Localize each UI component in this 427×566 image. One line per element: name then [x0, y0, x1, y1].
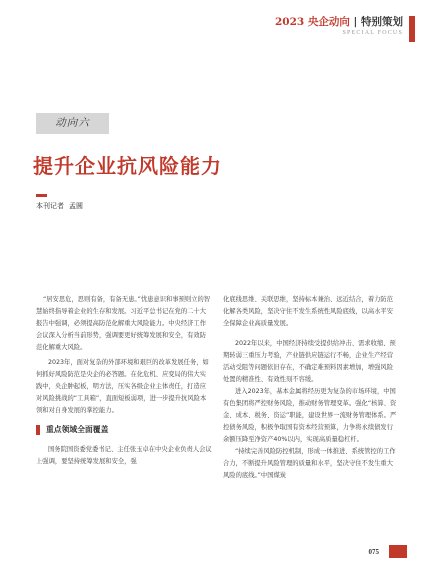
paragraph: 2022年以来，中国经济持续受提供给冲击、需求收缩、预期转弱三重压力考验，产业链供应链运行不畅，企业生产经营活动受阻等问题依旧存在，不确定难预料因素增加，增强风险处置的精准性、有效性刻不容缓。: [223, 340, 396, 383]
header-text: [275, 16, 403, 36]
headline-accent-line: [36, 194, 47, 197]
subhead-marker: [36, 425, 40, 435]
page-header: [275, 16, 415, 42]
header-year: 2023: [274, 16, 305, 28]
paragraph: 2023年，面对复杂的外部环境和艰巨的改革发展任务，如何抓好风险防范是央企的必答题。在化危机、应变局的伟大实践中，央企肿起板，明方法，压实各级企业主体责任，打造应对风险挑战的“工具箱”，直面短板弱项，进一步提升抗风险本领和对自身发展的掌控能力。: [36, 359, 209, 414]
header-accent-bar: [409, 16, 415, 42]
article-column-right: [223, 294, 399, 482]
paragraph: “居安思危，思则有备，有备无患。”忧患意识和事预则立的智慧始终指导着企业的生存和发展。习近平总书记在党的二十大报告中强调，必须提高防范化解重大风险能力。中央经济工作会议深入分析当前形势，强调要更好统筹发展和安全，有效防范化解重大风险。: [36, 296, 211, 351]
header-separator: |: [353, 16, 358, 28]
page-number: 075: [368, 548, 379, 556]
page-number-bar: [389, 545, 407, 558]
section-subhead: [36, 424, 212, 436]
header-subtitle: SPECIAL FOCUS: [342, 30, 403, 36]
paragraph: “持续完善风险防控机制，形成一体推进、系统管控的工作合力，不断提升风险管理的质量和水平，坚决守住不发生重大风险的底线。”中国煤炭: [223, 448, 396, 479]
byline-role: 本刊记者: [36, 202, 64, 210]
header-title: [275, 16, 403, 29]
article-column-left: [36, 294, 212, 468]
byline-name: 孟圆: [69, 202, 83, 210]
section-tag: 动向六: [36, 113, 109, 134]
paragraph: 化底线思维、关联思维，坚持标本兼治、远近结合，着力防范化解各类风险，坚决守住不发生系统性风险底线，以高水平安全保障企业高质量发展。: [223, 296, 394, 327]
paragraph: 进入2023年，基本金属将经历更为复杂的市场环境，中国有色集团将严控财务风险，推动财务管理变革。强化“核算、资金、成本、税务、资运”职能，建设世界一流财务管理体系。严控债务风险，积极争取国有资本经营预算，力争将永续债发行余额压降至净资产40%以内，实现高质量稳杠杆。: [223, 388, 397, 443]
subhead-text: 重点领域全面覆盖: [46, 425, 109, 434]
header-feature: 特别策划: [361, 16, 403, 28]
byline: [36, 201, 83, 211]
paragraph: 国务院国资委党委书记、主任张玉卓在中央企业负责人会议上强调，要坚持统筹发展和安全，强: [36, 446, 212, 465]
article-headline: 提升企业抗风险能力: [33, 154, 222, 178]
header-org: 央企动向: [307, 16, 350, 28]
